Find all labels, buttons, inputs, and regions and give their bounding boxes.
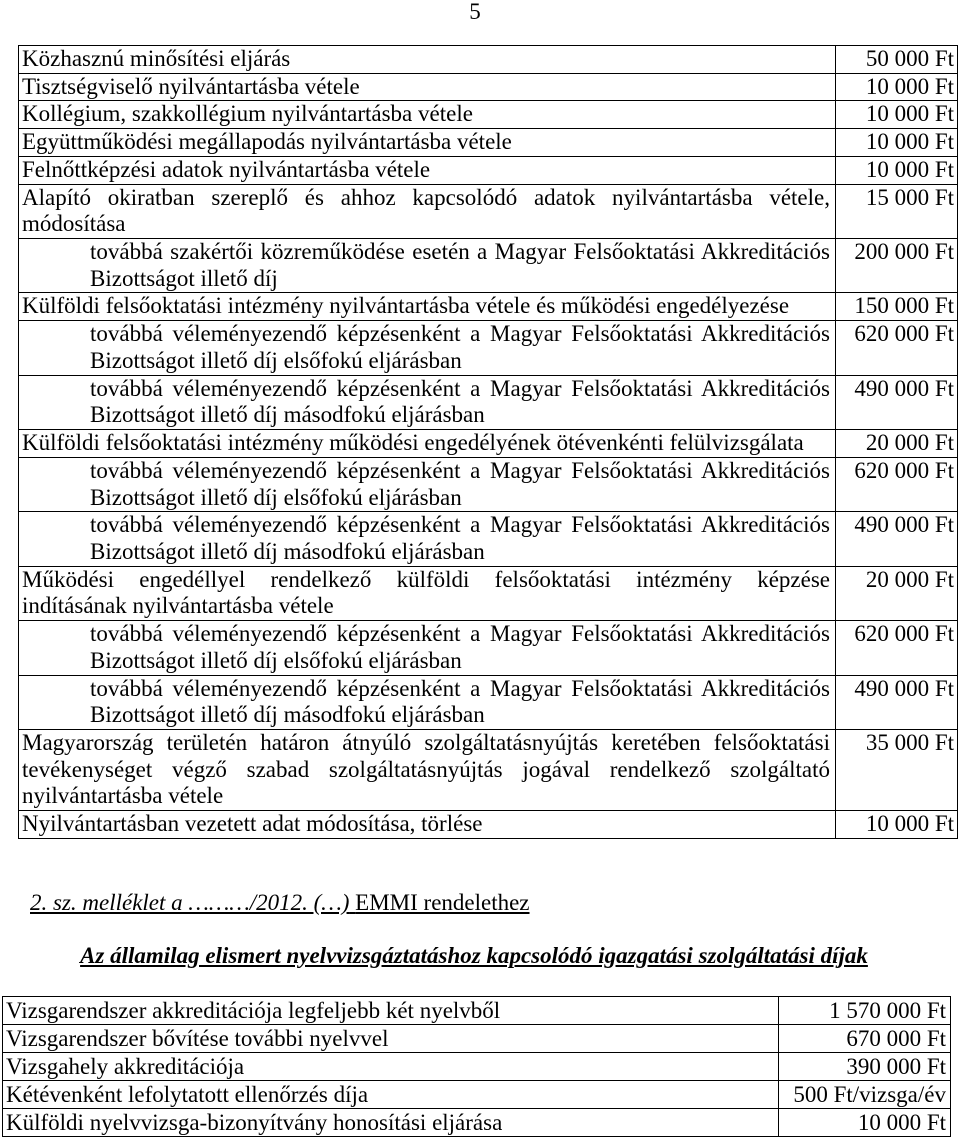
fee-amount: 50 000 Ft bbox=[865, 46, 954, 71]
supplementary-fee-row bbox=[19, 321, 957, 375]
description-line: továbbá véleményezendő képzésenként a Magyar Felsőoktatási Akkreditációs bbox=[90, 621, 830, 647]
fee-description bbox=[19, 74, 836, 101]
fee-row bbox=[19, 811, 957, 838]
supplementary-fee-row bbox=[19, 239, 957, 293]
description-line: Felnőttképzési adatok nyilvántartásba vétele bbox=[22, 156, 431, 182]
annex-decree: EMMI rendelethez bbox=[355, 890, 530, 915]
description-line: Bizottságot illető díj másodfokú eljárásban bbox=[90, 702, 485, 728]
description-line: Bizottságot illető díj elsőfokú eljárásban bbox=[90, 647, 462, 673]
description-line: módosítása bbox=[22, 211, 126, 237]
description-line: továbbá véleményezendő képzésenként a Magyar Felsőoktatási Akkreditációs bbox=[90, 321, 830, 347]
description-line: nyilvántartásba vétele bbox=[22, 783, 224, 809]
annex-heading bbox=[30, 889, 530, 916]
fee-row bbox=[19, 74, 957, 102]
description-line: Külföldi felsőoktatási intézmény működési engedélyének ötévenkénti felülvizsgálata bbox=[22, 430, 804, 456]
fee-description bbox=[19, 376, 836, 429]
fee-description bbox=[19, 811, 836, 838]
fee-amount: 10 000 Ft bbox=[865, 73, 954, 99]
fee-row bbox=[19, 567, 957, 621]
description-line: továbbá szakértői közreműködése esetén a Magyar Felsőoktatási Akkreditációs bbox=[90, 239, 830, 265]
description-line: Közhasznú minősítési eljárás bbox=[22, 46, 291, 71]
fee-description bbox=[19, 458, 836, 511]
fee-description bbox=[19, 101, 836, 128]
fee-row bbox=[19, 293, 957, 321]
supplementary-fee-row bbox=[19, 512, 957, 566]
fee-row bbox=[3, 997, 950, 1025]
fee-description bbox=[19, 621, 836, 674]
supplementary-fee-row bbox=[19, 676, 957, 730]
description-line: Bizottságot illető díj bbox=[90, 265, 278, 291]
fee-amount: 20 000 Ft bbox=[865, 430, 954, 456]
fee-row bbox=[3, 1053, 950, 1081]
annex-title: Az államilag elismert nyelvvizsgáztatáshoz kapcsolódó igazgatási szolgáltatási díjak bbox=[80, 943, 868, 968]
fee-row bbox=[19, 185, 957, 239]
description-line: Bizottságot illető díj másodfokú eljárásban bbox=[90, 538, 485, 564]
fee-amount: 10 000 Ft bbox=[865, 156, 954, 182]
page-number: 5 bbox=[469, 0, 481, 24]
fee-amount: 620 000 Ft bbox=[854, 621, 954, 647]
description-line: Együttműködési megállapodás nyilvántartásba vétele bbox=[22, 129, 512, 155]
fee-amount: 10 000 Ft bbox=[865, 101, 954, 127]
supplementary-fee-row bbox=[19, 458, 957, 512]
language-exam-fee-table bbox=[2, 996, 951, 1137]
fee-description bbox=[19, 321, 836, 374]
fee-amount: 10 000 Ft bbox=[857, 1110, 946, 1135]
description-line: Nyilvántartásban vezetett adat módosítása, törlése bbox=[22, 811, 483, 837]
annex-reference: 2. sz. melléklet a ………/2012. (…) bbox=[30, 890, 350, 915]
description-line: Bizottságot illető díj másodfokú eljárásban bbox=[90, 402, 485, 428]
fee-description: Vizsgahely akkreditációja bbox=[3, 1053, 779, 1080]
description-line: Bizottságot illető díj elsőfokú eljárásban bbox=[90, 347, 462, 373]
fee-amount: 490 000 Ft bbox=[854, 375, 954, 401]
fee-amount: 10 000 Ft bbox=[865, 811, 954, 837]
supplementary-fee-row bbox=[19, 621, 957, 675]
fee-description bbox=[19, 730, 836, 810]
fee-row bbox=[3, 1109, 950, 1136]
fee-description bbox=[19, 293, 836, 320]
fee-description: Vizsgarendszer bővítése további nyelvvel bbox=[3, 1025, 779, 1052]
fee-description: Külföldi nyelvvizsga-bizonyítvány honosítási eljárása bbox=[3, 1109, 779, 1136]
description-line: továbbá véleményezendő képzésenként a Magyar Felsőoktatási Akkreditációs bbox=[90, 512, 830, 538]
fee-description bbox=[19, 430, 836, 457]
fee-description bbox=[19, 676, 836, 729]
fee-amount: 150 000 Ft bbox=[854, 293, 954, 319]
fee-row bbox=[3, 1081, 950, 1109]
description-line: továbbá véleményezendő képzésenként a Magyar Felsőoktatási Akkreditációs bbox=[90, 457, 830, 483]
fee-row bbox=[19, 430, 957, 458]
description-line: továbbá véleményezendő képzésenként a Magyar Felsőoktatási Akkreditációs bbox=[90, 375, 830, 401]
fee-description bbox=[19, 157, 836, 184]
fee-amount: 1 570 000 Ft bbox=[829, 998, 946, 1023]
description-line: Külföldi felsőoktatási intézmény nyilvántartásba vétele és működési engedélyezése bbox=[22, 293, 790, 319]
fee-amount: 490 000 Ft bbox=[854, 512, 954, 538]
fee-description bbox=[19, 512, 836, 565]
fee-description bbox=[19, 46, 836, 73]
fee-table bbox=[18, 45, 958, 839]
description-line: Működési engedéllyel rendelkező külföldi felsőoktatási intézmény képzése bbox=[22, 566, 830, 592]
fee-amount: 620 000 Ft bbox=[854, 321, 954, 347]
description-line: tevékenységet végző szabad szolgáltatásnyújtás jogával rendelkező szolgáltató bbox=[22, 756, 830, 782]
description-line: Magyarország területén határon átnyúló szolgáltatásnyújtás keretében felsőoktatási bbox=[22, 729, 830, 755]
fee-amount: 500 Ft/vizsga/év bbox=[793, 1082, 946, 1107]
fee-amount: 490 000 Ft bbox=[854, 675, 954, 701]
fee-description bbox=[19, 129, 836, 156]
fee-amount: 20 000 Ft bbox=[865, 566, 954, 592]
description-line: Kollégium, szakkollégium nyilvántartásba vétele bbox=[22, 101, 473, 127]
fee-description bbox=[19, 567, 836, 620]
fee-amount: 620 000 Ft bbox=[854, 457, 954, 483]
fee-description bbox=[19, 239, 836, 292]
description-line: Bizottságot illető díj elsőfokú eljárásban bbox=[90, 484, 462, 510]
fee-row bbox=[19, 101, 957, 129]
fee-amount: 35 000 Ft bbox=[865, 729, 954, 755]
fee-row bbox=[19, 129, 957, 157]
fee-description bbox=[19, 185, 836, 238]
fee-description: Kétévenként lefolytatott ellenőrzés díja bbox=[3, 1081, 779, 1108]
fee-amount: 390 000 Ft bbox=[846, 1054, 946, 1079]
description-line: Alapító okiratban szereplő és ahhoz kapcsolódó adatok nyilvántartásba vétele, bbox=[22, 184, 830, 210]
description-line: indításának nyilvántartásba vétele bbox=[22, 593, 334, 619]
description-line: továbbá véleményezendő képzésenként a Magyar Felsőoktatási Akkreditációs bbox=[90, 675, 830, 701]
fee-amount: 200 000 Ft bbox=[854, 239, 954, 265]
fee-row bbox=[19, 46, 957, 74]
fee-amount: 15 000 Ft bbox=[865, 184, 954, 210]
fee-row bbox=[19, 730, 957, 811]
fee-amount: 10 000 Ft bbox=[865, 129, 954, 155]
description-line: Tisztségviselő nyilvántartásba vétele bbox=[22, 73, 360, 99]
supplementary-fee-row bbox=[19, 376, 957, 430]
fee-amount: 670 000 Ft bbox=[846, 1026, 946, 1051]
fee-row bbox=[19, 157, 957, 185]
fee-description: Vizsgarendszer akkreditációja legfeljebb két nyelvből bbox=[3, 997, 779, 1024]
fee-row bbox=[3, 1025, 950, 1053]
